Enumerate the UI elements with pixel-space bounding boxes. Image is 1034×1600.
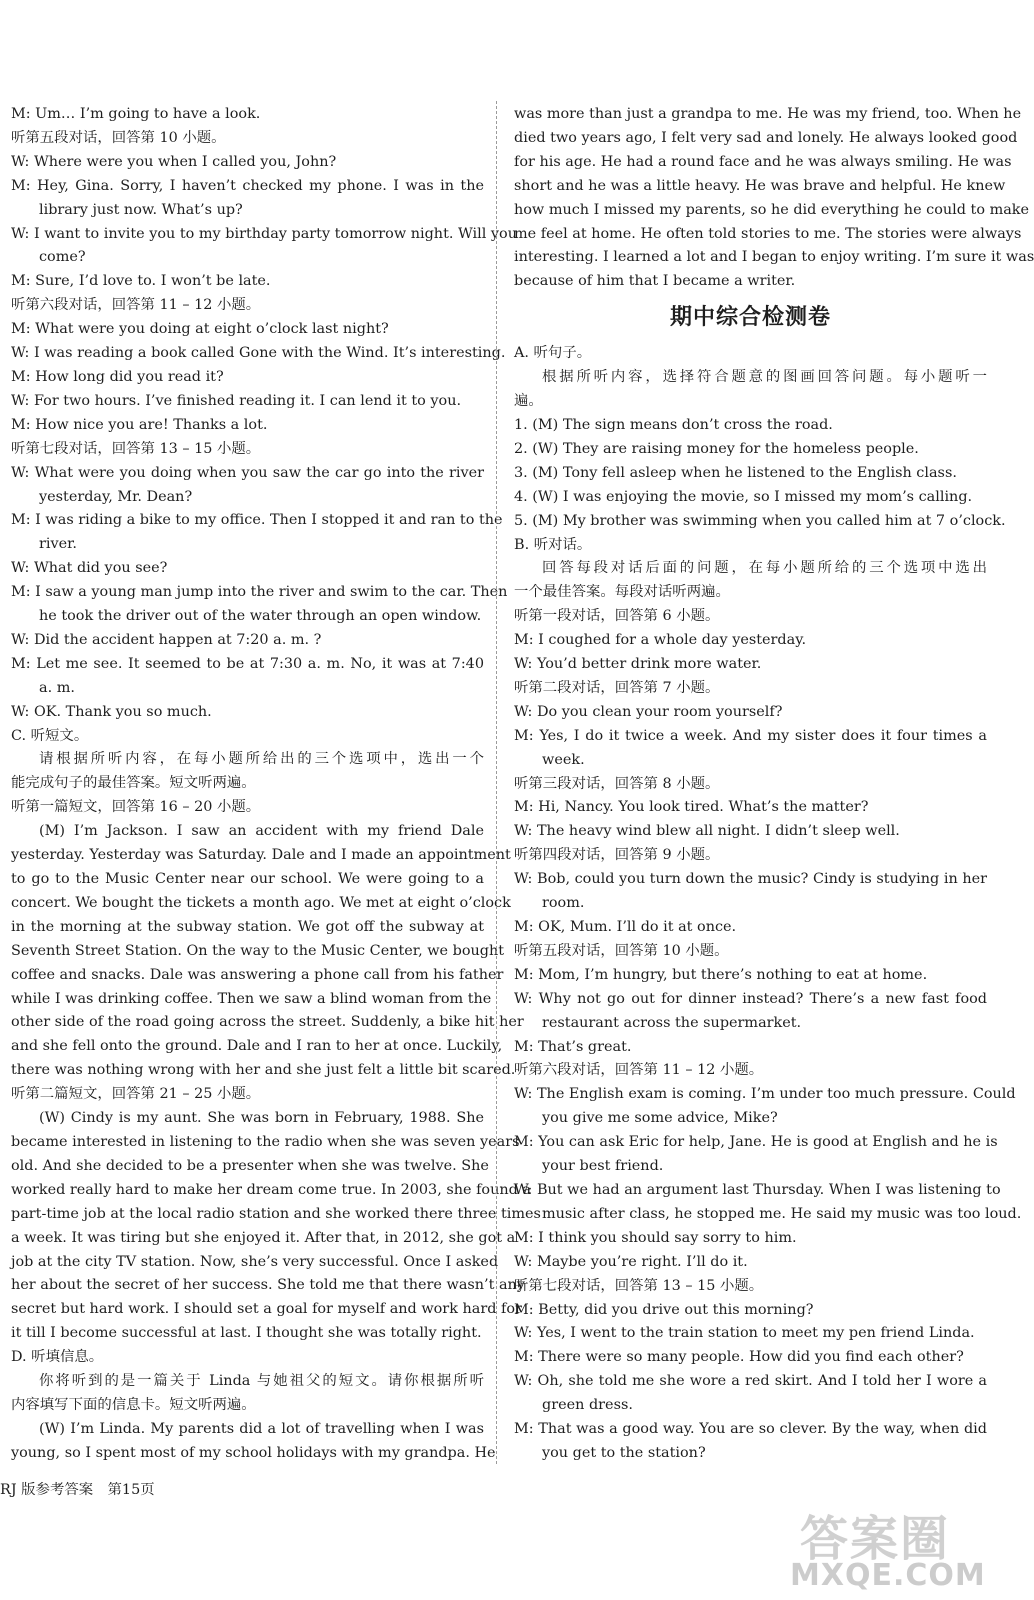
text-line: concert. We bought the tickets a month ago. We met at eight o’clock	[11, 894, 511, 911]
text-line: to go to the Music Center near our school. We were going to a	[11, 871, 484, 887]
section-title: 期中综合检测卷	[669, 305, 831, 331]
text-line: M: Um… I’m going to have a look.	[11, 106, 261, 122]
text-line: 听第二段对话，回答第 7 小题。	[514, 679, 720, 696]
text-line: worked really hard to make her dream come true. In 2003, she found a	[11, 1181, 531, 1198]
text-line: 能完成句子的最佳答案。短文听两遍。	[11, 775, 256, 792]
text-line: yesterday, Mr. Dean?	[39, 488, 193, 505]
text-line: 听第五段对话，回答第 10 小题。	[514, 942, 729, 959]
text-line: M: I think you should say sorry to him.	[514, 1229, 797, 1246]
text-line: died two years ago, I felt very sad and lonely. He always looked good	[514, 129, 1018, 146]
text-line: M: What were you doing at eight o’clock last night?	[11, 321, 389, 338]
text-line: music after class, he stopped me. He said my music was too loud.	[542, 1205, 1022, 1222]
text-line: 请根据所听内容，在每小题所给出的三个选项中，选出一个	[39, 751, 484, 768]
text-line: (M) I’m Jackson. I saw an accident with my friend Dale	[39, 823, 484, 840]
text-line: M: Hi, Nancy. You look tired. What’s the matter?	[514, 799, 869, 816]
text-line: W: Bob, could you turn down the music? Cindy is studying in her	[514, 871, 987, 888]
left-column	[11, 103, 541, 1466]
text-line: job at the city TV station. Now, she’s very successful. Once I asked	[11, 1253, 499, 1270]
text-line: for his age. He had a round face and he was always smiling. He was	[514, 153, 1012, 170]
text-line: me feel at home. He often told stories to me. The stories were always	[514, 225, 1022, 242]
text-line: other side of the road going across the street. Suddenly, a bike hit her	[11, 1014, 524, 1031]
text-line: was more than just a grandpa to me. He was my friend, too. When he	[514, 106, 1022, 122]
text-line: Seventh Street Station. On the way to the Music Center, we bought	[11, 942, 505, 959]
text-line: W: Maybe you’re right. I’ll do it.	[514, 1253, 748, 1270]
text-line: week.	[542, 751, 585, 768]
text-line: M: You can ask Eric for help, Jane. He is good at English and he is	[514, 1134, 998, 1151]
text-line: M: Betty, did you drive out this morning?	[514, 1301, 814, 1318]
text-line: W: What did you see?	[11, 560, 168, 577]
text-line: 根据所听内容，选择符合题意的图画回答问题。每小题听一	[542, 369, 987, 386]
text-line: 4. (W) I was enjoying the movie, so I missed my mom’s calling.	[514, 488, 973, 505]
text-line: come?	[39, 249, 86, 266]
text-line: coffee and snacks. Dale was answering a phone call from his father	[11, 966, 504, 983]
text-line: W: For two hours. I’ve finished reading it. I can lend it to you.	[11, 392, 462, 409]
text-line: 听第六段对话，回答第 11 – 12 小题。	[514, 1062, 764, 1079]
text-line: short and he was a little heavy. He was brave and helpful. He knew	[514, 177, 1006, 194]
text-line: M: There were so many people. How did you find each other?	[514, 1349, 964, 1366]
text-line: room.	[542, 895, 585, 912]
text-line: M: How nice you are! Thanks a lot.	[11, 416, 268, 433]
text-line: 回答每段对话后面的问题，在每小题所给的三个选项中选出	[542, 560, 987, 577]
text-line: 听第六段对话，回答第 11 – 12 小题。	[11, 297, 261, 314]
text-line: 听第二篇短文，回答第 21 – 25 小题。	[11, 1086, 261, 1103]
text-line: M: I coughed for a whole day yesterday.	[514, 632, 807, 649]
text-line: yesterday. Yesterday was Saturday. Dale and I made an appointment	[11, 847, 511, 864]
text-line: he took the driver out of the water through an open window.	[39, 608, 482, 625]
watermark-logo-url: MXQE.COM	[790, 1558, 986, 1593]
text-line: C. 听短文。	[11, 727, 89, 744]
text-line: young, so I spent most of my school holidays with my grandpa. He	[11, 1444, 496, 1461]
text-line: because of him that I became a writer.	[514, 273, 796, 290]
text-line: 遍。	[514, 393, 543, 410]
text-line: W: But we had an argument last Thursday. When I was listening to	[514, 1181, 1001, 1198]
text-line: M: That’s great.	[514, 1038, 632, 1055]
text-line: M: Sure, I’d love to. I won’t be late.	[11, 273, 271, 290]
text-line: 你将听到的是一篇关于 Linda 与她祖父的短文。请你根据所听	[39, 1373, 484, 1390]
text-line: 听第七段对话，回答第 13 – 15 小题。	[514, 1277, 764, 1294]
text-line: a week. It was tiring but she enjoyed it. After that, in 2012, she got a	[11, 1229, 516, 1246]
midterm-transcript	[514, 342, 1022, 1466]
text-line: W: OK. Thank you so much.	[11, 703, 212, 720]
text-line: 2. (W) They are raising money for the homeless people.	[514, 440, 919, 457]
text-line: W: Yes, I went to the train station to meet my pen friend Linda.	[514, 1325, 975, 1342]
text-line: M: How long did you read it?	[11, 368, 224, 385]
text-line: in the morning at the subway station. We got off the subway at	[11, 918, 484, 935]
text-line: 3. (M) Tony fell asleep when he listened to the English class.	[514, 464, 957, 481]
text-line: W: Why not go out for dinner instead? There’s a new fast food	[514, 990, 987, 1007]
text-line: M: That was a good way. You are so clever. By the way, when did	[514, 1421, 987, 1438]
text-line: W: I was reading a book called Gone with the Wind. It’s interesting.	[11, 345, 506, 362]
text-line: river.	[39, 536, 77, 553]
text-line: part-time job at the local radio station and she worked there three times	[11, 1205, 541, 1222]
text-line: (W) Cindy is my aunt. She was born in February, 1988. She	[39, 1110, 484, 1127]
text-line: 一个最佳答案。每段对话听两遍。	[514, 584, 730, 601]
text-line: secret but hard work. I should set a goal for myself and work hard for	[11, 1301, 522, 1318]
text-line: your best friend.	[542, 1158, 664, 1175]
text-line: restaurant across the supermarket.	[542, 1014, 802, 1031]
text-line: a. m.	[39, 679, 75, 696]
right-column-continuation	[514, 103, 1034, 294]
text-line: W: The heavy wind blew all night. I didn’t sleep well.	[514, 823, 900, 840]
page-footer: RJ 版参考答案 第15页	[0, 1482, 155, 1498]
column-divider	[496, 101, 497, 1464]
text-line: W: You’d better drink more water.	[514, 656, 762, 673]
text-line: her about the secret of her success. She told me that there wasn’t any	[11, 1277, 525, 1294]
text-line: 听第七段对话，回答第 13 – 15 小题。	[11, 440, 261, 457]
text-line: library just now. What’s up?	[39, 201, 243, 218]
text-line: W: Where were you when I called you, John?	[11, 153, 337, 170]
text-line: 听第一段对话，回答第 6 小题。	[514, 608, 720, 625]
text-line: W: What were you doing when you saw the car go into the river	[11, 464, 484, 481]
text-line: there was nothing wrong with her and she just felt a little bit scared.	[11, 1062, 516, 1079]
text-line: M: I was riding a bike to my office. Then I stopped it and ran to the	[11, 512, 503, 529]
text-line: W: I want to invite you to my birthday party tomorrow night. Will you	[11, 225, 517, 242]
watermark-logo	[790, 1500, 990, 1596]
text-line: W: The English exam is coming. I’m under too much pressure. Could	[514, 1086, 1016, 1103]
text-line: M: Let me see. It seemed to be at 7:30 a. m. No, it was at 7:40	[11, 655, 484, 672]
text-line: M: Hey, Gina. Sorry, I haven’t checked my phone. I was in the	[11, 177, 484, 194]
text-line: how much I missed my parents, so he did everything he could to make	[514, 201, 1030, 218]
text-line: B. 听对话。	[514, 536, 592, 553]
text-line: A. 听句子。	[514, 345, 592, 362]
text-line: 5. (M) My brother was swimming when you called him at 7 o’clock.	[514, 512, 1006, 529]
text-line: 听第三段对话，回答第 8 小题。	[514, 775, 720, 792]
text-line: M: Mom, I’m hungry, but there’s nothing to eat at home.	[514, 966, 928, 983]
right-column	[514, 103, 1034, 1466]
text-line: W: Did the accident happen at 7:20 a. m. ?	[11, 631, 322, 648]
text-line: 听第四段对话，回答第 9 小题。	[514, 847, 720, 864]
text-line: you give me some advice, Mike?	[542, 1110, 778, 1127]
text-line: it till I become successful at last. I thought she was totally right.	[11, 1325, 482, 1342]
text-line: D. 听填信息。	[11, 1349, 104, 1366]
text-line: M: OK, Mum. I’ll do it at once.	[514, 919, 737, 935]
text-line: 听第一篇短文，回答第 16 – 20 小题。	[11, 799, 261, 816]
text-line: 听第五段对话，回答第 10 小题。	[11, 129, 226, 146]
text-line: became interested in listening to the radio when she was seven years	[11, 1133, 520, 1150]
text-line: M: I saw a young man jump into the river and swim to the car. Then	[11, 584, 508, 601]
text-line: 内容填写下面的信息卡。短文听两遍。	[11, 1396, 256, 1413]
text-line: (W) I’m Linda. My parents did a lot of travelling when I was	[39, 1420, 484, 1437]
text-line: old. And she decided to be a presenter when she was twelve. She	[11, 1157, 489, 1174]
text-line: 1. (M) The sign means don’t cross the road.	[514, 416, 833, 433]
text-line: interesting. I learned a lot and I began to enjoy writing. I’m sure it was	[514, 249, 1034, 266]
text-line: W: Do you clean your room yourself?	[514, 703, 783, 720]
watermark-logo-mark: 答案圈	[800, 1511, 951, 1567]
text-line: and she fell onto the ground. Dale and I ran to her at once. Luckily,	[11, 1038, 503, 1055]
text-line: green dress.	[542, 1397, 633, 1414]
text-line: you get to the station?	[542, 1444, 706, 1461]
text-line: W: Oh, she told me she wore a red skirt. And I told her I wore a	[514, 1373, 987, 1390]
text-line: while I was drinking coffee. Then we saw a blind woman from the	[11, 990, 492, 1007]
text-line: M: Yes, I do it twice a week. And my sister does it four times a	[514, 727, 987, 744]
